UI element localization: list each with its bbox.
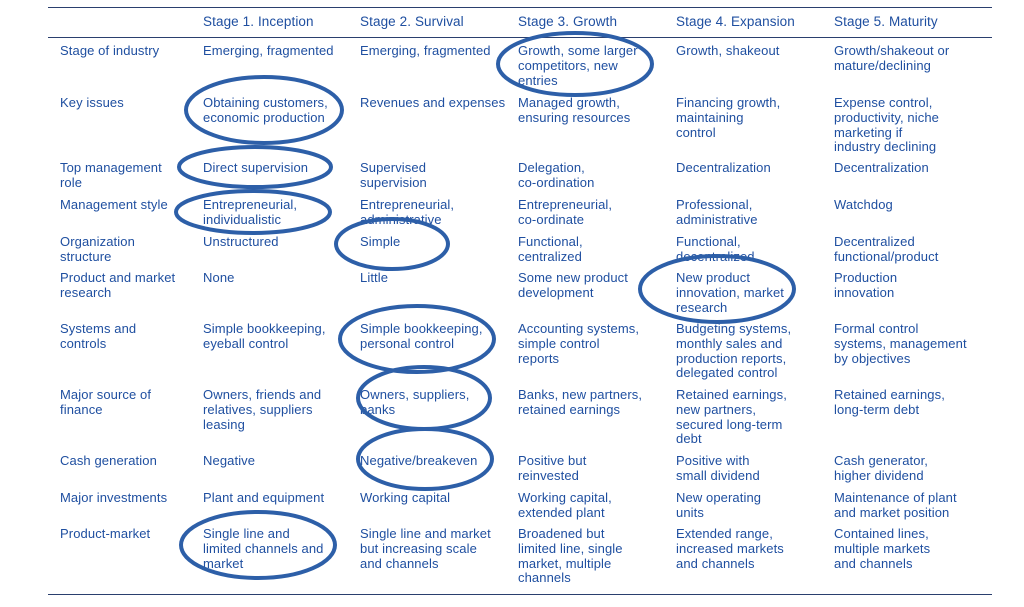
header-stage-1: Stage 1. Inception	[203, 14, 314, 29]
cell-management-style-1: Entrepreneurial, individualistic	[203, 197, 298, 227]
cell-product-market-research-1: None	[203, 270, 235, 285]
cell-cash-generation-5: Cash generator, higher dividend	[834, 453, 929, 483]
cell-product-market-5: Contained lines, multiple markets and channels	[834, 526, 931, 571]
cell-key-issues-1: Obtaining customers, economic production	[203, 95, 328, 125]
cell-major-investments-2: Working capital	[360, 490, 451, 505]
cell-cash-generation-1: Negative	[203, 453, 256, 468]
header-stage-3: Stage 3. Growth	[518, 14, 618, 29]
cell-organization-structure-3: Functional, centralized	[518, 234, 583, 264]
cell-cash-generation-4: Positive with small dividend	[676, 453, 760, 483]
cell-organization-structure-5: Decentralized functional/product	[834, 234, 939, 264]
cell-management-style-5: Watchdog	[834, 197, 893, 212]
cell-product-market-research-5: Production innovation	[834, 270, 898, 300]
cell-key-issues-5: Expense control, productivity, niche marketing if industry declining	[834, 95, 939, 155]
row-label-key-issues: Key issues	[60, 95, 124, 110]
row-label-stage-of-industry: Stage of industry	[60, 43, 160, 58]
header-stage-4: Stage 4. Expansion	[676, 14, 795, 29]
row-label-product-market-research: Product and market research	[60, 270, 176, 300]
cell-major-investments-4: New operating units	[676, 490, 762, 520]
header-stage-5: Stage 5. Maturity	[834, 14, 938, 29]
cell-organization-structure-2: Simple	[360, 234, 401, 249]
row-label-source-of-finance: Major source of finance	[60, 387, 152, 417]
cell-cash-generation-3: Positive but reinvested	[518, 453, 587, 483]
cell-management-style-3: Entrepreneurial, co-ordinate	[518, 197, 613, 227]
cell-top-management-role-4: Decentralization	[676, 160, 771, 175]
cell-top-management-role-1: Direct supervision	[203, 160, 309, 175]
cell-product-market-research-3: Some new product development	[518, 270, 628, 300]
cell-source-of-finance-4: Retained earnings, new partners, secured long-term debt	[676, 387, 787, 447]
bottom-rule	[48, 594, 992, 595]
cell-product-market-3: Broadened but limited line, single market, multiple channels	[518, 526, 623, 586]
cell-source-of-finance-1: Owners, friends and relatives, suppliers leasing	[203, 387, 322, 432]
cell-systems-controls-1: Simple bookkeeping, eyeball control	[203, 321, 326, 351]
cell-management-style-4: Professional, administrative	[676, 197, 758, 227]
cell-organization-structure-4: Functional, decentralized	[676, 234, 755, 264]
row-label-cash-generation: Cash generation	[60, 453, 157, 468]
cell-product-market-research-2: Little	[360, 270, 389, 285]
cell-systems-controls-2: Simple bookkeeping, personal control	[360, 321, 483, 351]
top-rule	[48, 7, 992, 8]
header-rule	[48, 37, 992, 38]
cell-management-style-2: Entrepreneurial, administrative	[360, 197, 455, 227]
row-label-major-investments: Major investments	[60, 490, 168, 505]
cell-stage-of-industry-5: Growth/shakeout or mature/declining	[834, 43, 950, 73]
cell-organization-structure-1: Unstructured	[203, 234, 279, 249]
cell-major-investments-3: Working capital, extended plant	[518, 490, 612, 520]
header-stage-2: Stage 2. Survival	[360, 14, 464, 29]
cell-key-issues-3: Managed growth, ensuring resources	[518, 95, 631, 125]
cell-major-investments-5: Maintenance of plant and market position	[834, 490, 957, 520]
cell-key-issues-4: Financing growth, maintaining control	[676, 95, 781, 140]
cell-stage-of-industry-4: Growth, shakeout	[676, 43, 780, 58]
cell-product-market-research-4: New product innovation, market research	[676, 270, 785, 315]
row-label-top-management-role: Top management role	[60, 160, 162, 190]
cell-product-market-1: Single line and limited channels and market	[203, 526, 324, 571]
cell-source-of-finance-2: Owners, suppliers, banks	[360, 387, 470, 417]
cell-stage-of-industry-1: Emerging, fragmented	[203, 43, 334, 58]
row-label-organization-structure: Organization structure	[60, 234, 135, 264]
cell-top-management-role-2: Supervised supervision	[360, 160, 427, 190]
cell-stage-of-industry-2: Emerging, fragmented	[360, 43, 491, 58]
cell-stage-of-industry-3: Growth, some larger competitors, new entries	[518, 43, 638, 88]
cell-systems-controls-3: Accounting systems, simple control reports	[518, 321, 640, 366]
cell-systems-controls-4: Budgeting systems, monthly sales and production reports, delegated control	[676, 321, 792, 381]
cell-source-of-finance-3: Banks, new partners, retained earnings	[518, 387, 643, 417]
row-label-management-style: Management style	[60, 197, 168, 212]
row-label-systems-controls: Systems and controls	[60, 321, 137, 351]
cell-product-market-2: Single line and market but increasing scale and channels	[360, 526, 491, 571]
cell-major-investments-1: Plant and equipment	[203, 490, 325, 505]
row-label-product-market: Product-market	[60, 526, 151, 541]
cell-key-issues-2: Revenues and expenses	[360, 95, 506, 110]
cell-cash-generation-2: Negative/breakeven	[360, 453, 478, 468]
cell-product-market-4: Extended range, increased markets and channels	[676, 526, 784, 571]
cell-source-of-finance-5: Retained earnings, long-term debt	[834, 387, 945, 417]
cell-top-management-role-5: Decentralization	[834, 160, 929, 175]
cell-systems-controls-5: Formal control systems, management by objectives	[834, 321, 967, 366]
cell-top-management-role-3: Delegation, co-ordination	[518, 160, 595, 190]
